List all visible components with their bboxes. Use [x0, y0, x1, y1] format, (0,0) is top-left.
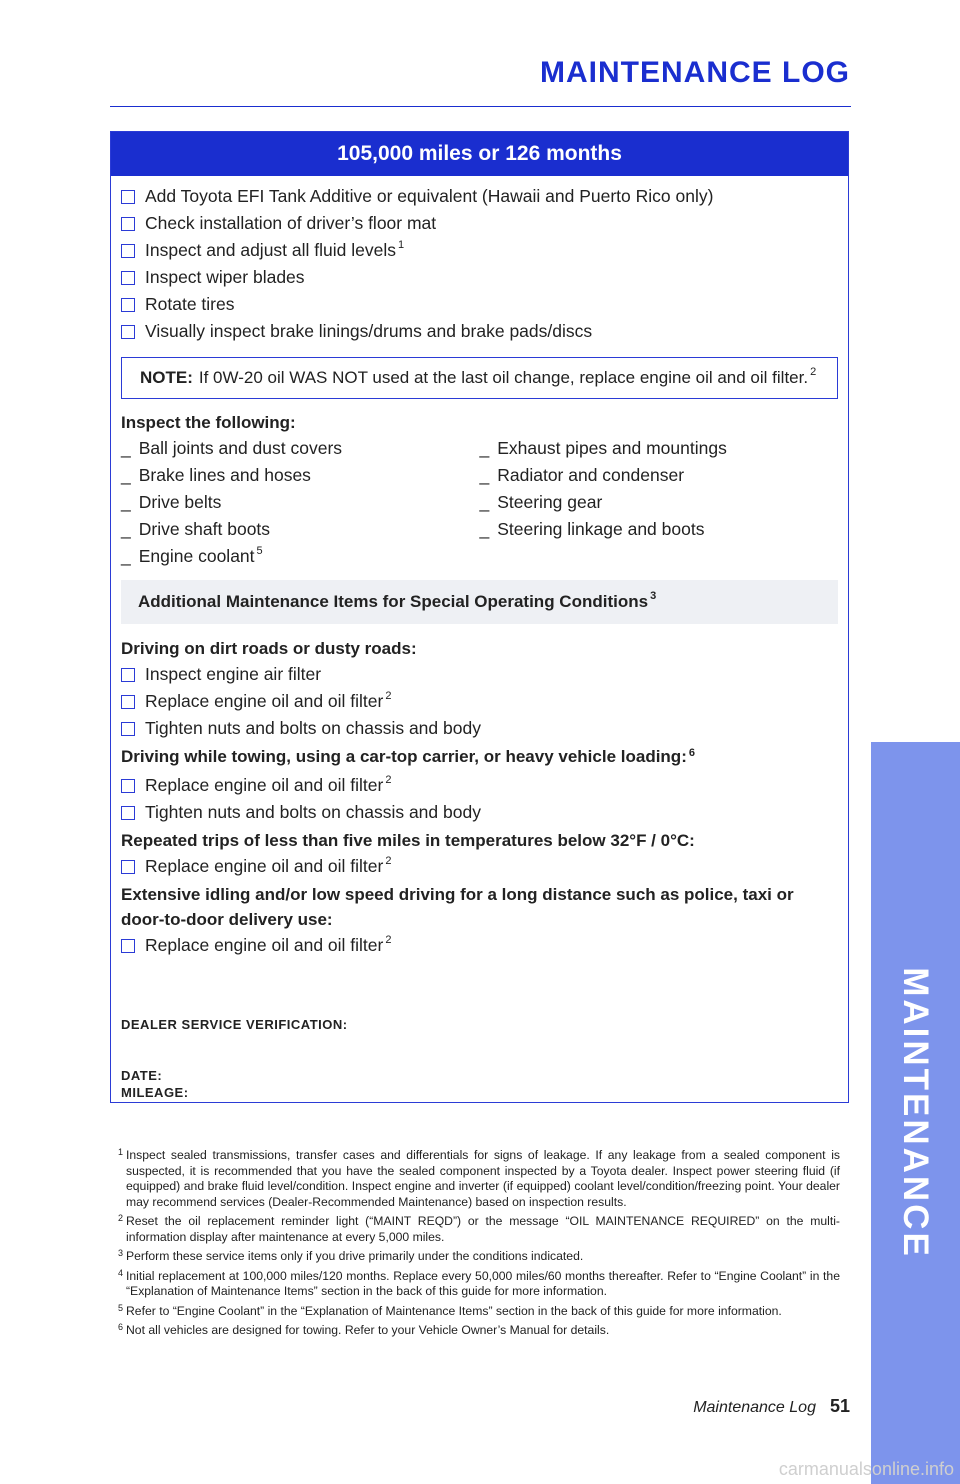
inspect-item: _ Engine coolant $^5$ — [121, 544, 263, 566]
inspect-item: _ Brake lines and hoses — [121, 465, 311, 485]
checkbox-icon[interactable] — [121, 939, 135, 953]
footnote: 5 Refer to “Engine Coolant” in the “Explanation of Maintenance Items” section in the back of this guide for more information. — [118, 1302, 782, 1318]
checklist-item-label: Check installation of driver’s floor mat — [145, 213, 437, 233]
checkbox-icon[interactable] — [121, 271, 135, 285]
inspect-item: _ Steering linkage and boots — [479, 519, 705, 539]
page-title: MAINTENANCE LOG — [540, 56, 850, 89]
checklist-item-label: Rotate tires — [145, 294, 235, 314]
checklist-item — [121, 264, 838, 291]
footnote: 4 Initial replacement at 100,000 miles/120 months. Replace every 50,000 miles/60 months thereafter. Refer to “Engine Coolant” in the “Explanation of Maintenance Items” section in the back of this guide for more information. — [118, 1267, 840, 1298]
checklist-item — [121, 799, 838, 826]
checklist-item-label: Replace engine oil and oil filter — [145, 856, 384, 876]
inspect-item-label: Drive shaft boots — [138, 519, 271, 539]
checklist-item-label: Tighten nuts and bolts on chassis and body — [145, 718, 481, 738]
checklist-item-label: Add Toyota EFI Tank Additive or equivalent (Hawaii and Puerto Rico only) — [145, 186, 714, 206]
checkbox-icon[interactable] — [121, 695, 135, 709]
inspect-column-left — [121, 435, 480, 570]
footnote-ref: 2 — [385, 689, 392, 702]
page-footer — [693, 1396, 850, 1417]
interval-header: 105,000 miles or 126 months — [111, 132, 848, 176]
maintenance-interval-box — [110, 131, 849, 1103]
inspect-item-label: Steering linkage and boots — [497, 519, 705, 539]
checklist-item-label: Replace engine oil and oil filter — [145, 935, 384, 955]
footnote-ref: 1 — [397, 238, 405, 251]
checklist-item-label: Inspect wiper blades — [145, 267, 305, 287]
checklist-item — [121, 853, 838, 880]
checkbox-icon[interactable] — [121, 190, 135, 204]
checklist — [121, 183, 838, 345]
footnote-ref: 6 — [688, 747, 695, 759]
inspect-item-label: Brake lines and hoses — [138, 465, 311, 485]
checklist-item-label: Replace engine oil and oil filter — [145, 775, 384, 795]
footnote-ref: 2 — [385, 773, 392, 786]
footnote-ref: 2 — [385, 854, 392, 867]
note-label: NOTE: — [140, 368, 193, 387]
footnote-ref: 5 — [256, 544, 263, 557]
checkbox-icon[interactable] — [121, 244, 135, 258]
note-text: If 0W-20 oil WAS NOT used at the last oil change, replace engine oil and oil filter. — [198, 368, 809, 387]
inspect-column-right — [480, 435, 839, 570]
inspect-item: _ Drive belts — [121, 492, 222, 512]
checkbox-icon[interactable] — [121, 722, 135, 736]
dealer-verification-label: DEALER SERVICE VERIFICATION: — [121, 1017, 348, 1032]
checklist-item-label: Replace engine oil and oil filter — [145, 691, 384, 711]
page-number: 51 — [829, 1396, 850, 1416]
checkbox-icon[interactable] — [121, 779, 135, 793]
checklist-item-label: Inspect engine air filter — [145, 664, 322, 684]
footnote: 6 Not all vehicles are designed for towing. Refer to your Vehicle Owner’s Manual for details. — [118, 1322, 610, 1337]
box-content — [111, 176, 848, 1100]
inspect-columns — [121, 435, 838, 570]
condition-title: Repeated trips of less than five miles in temperatures below 32°F / 0°C: — [121, 831, 695, 850]
special-conditions-banner — [121, 580, 838, 624]
checklist-item — [121, 715, 838, 742]
note-box — [121, 357, 838, 399]
footnote: 3 Perform these service items only if you drive primarily under the conditions indicated. — [118, 1248, 584, 1263]
footnote-ref: 2 — [385, 933, 392, 946]
checklist-item — [121, 661, 838, 688]
inspect-item-label: Ball joints and dust covers — [138, 438, 343, 458]
checklist-item — [121, 688, 838, 715]
checklist-item — [121, 318, 838, 345]
checklist-item — [121, 237, 838, 264]
inspect-item: _ Steering gear — [479, 492, 603, 512]
date-label: DATE: — [121, 1068, 163, 1083]
special-conditions-title: Additional Maintenance Items for Special Operating Conditions — [138, 592, 649, 611]
footer-section-label: Maintenance Log — [693, 1399, 816, 1416]
inspect-item-label: Drive belts — [138, 492, 222, 512]
condition-title: Driving while towing, using a car-top carrier, or heavy vehicle loading: $^6$ — [121, 747, 695, 766]
inspect-item: _ Exhaust pipes and mountings — [479, 438, 727, 458]
inspect-item: _ Ball joints and dust covers — [121, 438, 343, 458]
inspect-item-label: Engine coolant — [138, 546, 255, 566]
condition-title: Extensive idling and/or low speed driving for a long distance such as police, taxi or door-to-door delivery use: — [121, 885, 794, 929]
footnote-ref: 2 — [810, 366, 817, 378]
inspect-item-label: Steering gear — [497, 492, 603, 512]
inspect-item: _ Radiator and condenser — [479, 465, 685, 485]
checkbox-icon[interactable] — [121, 668, 135, 682]
checklist-item-label: Inspect and adjust all fluid levels — [145, 240, 396, 260]
checkbox-icon[interactable] — [121, 325, 135, 339]
mileage-label: MILEAGE: — [121, 1085, 189, 1100]
inspect-title: Inspect the following: — [121, 413, 296, 432]
footnote: 1 Inspect sealed transmissions, transfer cases and differentials for signs of leakage. If any leakage from a sealed component is suspected, it is recommended that you have the sealed component inspected by a Toyota dealer. Inspect power steering fluid (if equipped) and brake fluid level/condition. Inspect engine and inverter (if equipped) coolant level/condition/freezing point. Your dealer may recommend services (Dealer-Recommended Maintenance) based on inspection results. — [118, 1147, 840, 1209]
checklist-item-label: Visually inspect brake linings/drums and brake pads/discs — [145, 321, 593, 341]
checklist-item — [121, 183, 838, 210]
inspect-item-label: Radiator and condenser — [497, 465, 685, 485]
title-divider — [110, 106, 851, 107]
checklist-item — [121, 932, 838, 959]
inspect-item-label: Exhaust pipes and mountings — [497, 438, 727, 458]
footnote: 2 Reset the oil replacement reminder light (“MAINT REQD”) or the message “OIL MAINTENANCE REQUIRED” on the multi-information display after maintenance at every 5,000 miles. — [118, 1213, 840, 1244]
footnotes — [118, 1148, 840, 1343]
checkbox-icon[interactable] — [121, 806, 135, 820]
checklist-item — [121, 291, 838, 318]
footnote-ref: 3 — [650, 590, 657, 602]
checkbox-icon[interactable] — [121, 298, 135, 312]
checklist-item-label: Tighten nuts and bolts on chassis and body — [145, 802, 481, 822]
section-side-tab-label: MAINTENANCE — [896, 967, 935, 1259]
checkbox-icon[interactable] — [121, 860, 135, 874]
watermark: carmanualsonline.info — [778, 1459, 954, 1479]
checkbox-icon[interactable] — [121, 217, 135, 231]
inspect-item: _ Drive shaft boots — [121, 519, 271, 539]
condition-title: Driving on dirt roads or dusty roads: — [121, 639, 417, 658]
checklist-item — [121, 772, 838, 799]
checklist-item — [121, 210, 838, 237]
